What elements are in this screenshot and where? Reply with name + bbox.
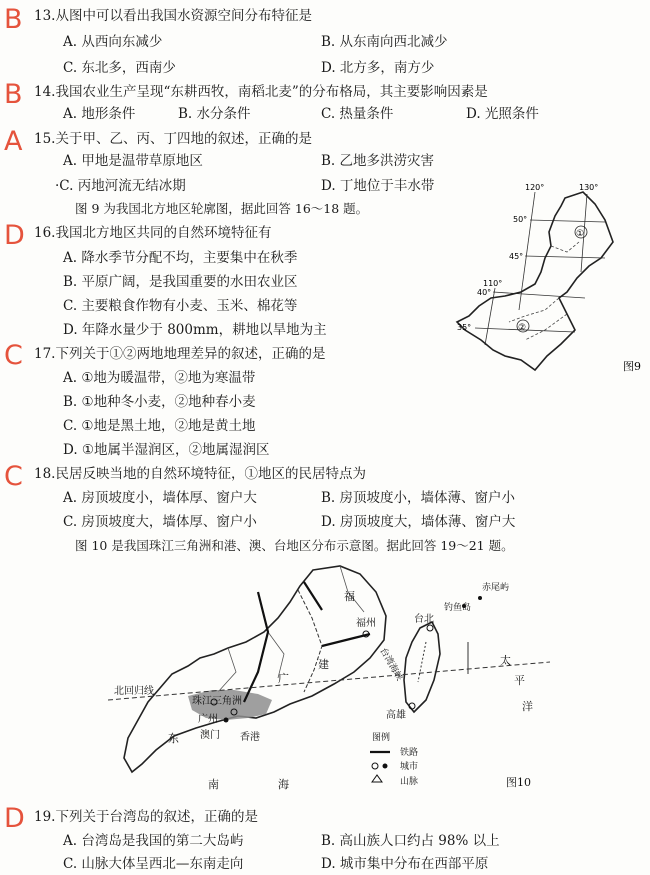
q18-option-b: B. 房顶坡度小，墙体薄、窗户小 (321, 490, 516, 506)
kaohsiung-label: 高雄 (386, 710, 406, 721)
hongkong-label: 香港 (240, 732, 260, 743)
q17-option-c: C. ①地是黑土地，②地是黄土地 (63, 418, 256, 434)
q16-option-d: D. 年降水量少于 800mm，耕地以旱地为主 (63, 322, 327, 338)
lat-50-label: 50° (513, 215, 528, 224)
figure-9-label: 图9 (623, 360, 641, 373)
question-19: 19.下列关于台湾岛的叙述，正确的是 (34, 809, 258, 825)
q19-option-b: B. 高山族人口约占 98% 以上 (321, 833, 500, 849)
q14-option-c: C. 热量条件 (321, 106, 394, 122)
q15-option-b: B. 乙地多洪涝灾害 (321, 153, 435, 169)
q16-option-b: B. 平原广阔，是我国重要的水田农业区 (63, 274, 298, 290)
taiwan-island (404, 622, 440, 712)
dong-label: 东 (168, 732, 179, 745)
question-16: 16.我国北方地区共同的自然环境特征有 (34, 225, 272, 241)
tropic-label: 北回归线 (114, 686, 154, 697)
q18-option-a: A. 房顶坡度小，墙体厚、窗户大 (63, 490, 257, 506)
q13-option-a: A. 从西向东减少 (63, 34, 163, 50)
q14-option-b: B. 水分条件 (178, 106, 251, 122)
lon-130-label: 130° (579, 183, 599, 192)
answer-mark-13: B (4, 4, 23, 35)
figure-10-map (108, 562, 550, 797)
diaoyu-label: 钓鱼岛 (444, 603, 472, 613)
q15-option-c: ·C. 丙地河流无结冰期 (55, 178, 186, 194)
legend-city-symbol (372, 763, 378, 769)
tropic-of-cancer (108, 662, 550, 700)
jian-label: 建 (318, 658, 329, 671)
q17-option-d: D. ①地属半湿润区，②地属湿润区 (63, 442, 270, 458)
legend-city-label: 城市 (400, 762, 419, 772)
q13-option-c: C. 东北多，西南少 (63, 60, 176, 76)
legend-mountain-label: 山脉 (400, 777, 419, 787)
taiwan-mountains (418, 642, 426, 682)
q19-option-d: D. 城市集中分布在西部平原 (321, 856, 489, 872)
legend-mountain-symbol (372, 775, 382, 782)
lat-35-label: 35° (457, 323, 472, 332)
tai-label: 太 (500, 654, 511, 667)
parallel-50 (530, 220, 605, 222)
answer-mark-16: D (4, 220, 25, 251)
inner-boundaries (218, 566, 364, 692)
place-2-label: ② (518, 323, 527, 333)
lat-40-label: 40° (477, 288, 492, 297)
question-17: 17.下列关于①②两地地理差异的叙述，正确的是 (34, 346, 326, 362)
q13-option-d: D. 北方多，南方少 (321, 60, 435, 76)
pearl-delta-label: 珠江三角洲 (192, 696, 242, 707)
macao-label: 澳门 (200, 730, 220, 741)
chiwei-island (478, 596, 482, 600)
legend-city-symbol-2 (383, 764, 388, 769)
legend-railway-label: 铁路 (400, 748, 419, 758)
question-14: 14.我国农业生产呈现“东耕西牧，南稻北麦”的分布格局，其主要影响因素是 (34, 84, 488, 100)
question-18: 18.民居反映当地的自然环境特征，①地区的民居特点为 (34, 466, 366, 482)
lon-110-label: 110° (483, 279, 503, 288)
hai-label: 海 (278, 778, 289, 791)
guang-label: 广 (278, 672, 289, 685)
q14-option-d: D. 光照条件 (466, 106, 539, 122)
chiwei-label: 赤尾屿 (482, 583, 510, 593)
question-13: 13.从图中可以看出我国水资源空间分布特征是 (34, 8, 312, 24)
taipei-label: 台北 (414, 614, 434, 625)
fu-label: 福 (344, 590, 355, 603)
map10-legend (370, 731, 418, 787)
guangzhou-label: 广州 (198, 714, 218, 725)
ping-label: 平 (514, 674, 525, 687)
fuzhou-label: 福州 (356, 618, 376, 629)
q19-option-c: C. 山脉大体呈西北—东南走向 (63, 856, 244, 872)
yang-label: 洋 (522, 700, 533, 713)
q15-option-d: D. 丁地位于丰水带 (321, 178, 435, 194)
taiwan-strait-label: 台湾海峡 (377, 646, 405, 683)
lat-45-label: 45° (509, 252, 524, 261)
parallel-45 (525, 256, 605, 258)
q15-option-a: A. 甲地是温带草原地区 (63, 153, 203, 169)
fig9-caption: 图 9 为我国北方地区轮廓图，据此回答 16～18 题。 (75, 201, 369, 216)
q16-option-c: C. 主要粮食作物有小麦、玉米、棉花等 (63, 298, 298, 314)
q18-option-c: C. 房顶坡度大，墙体厚、窗户小 (63, 514, 257, 530)
q13-option-b: B. 从东南向西北减少 (321, 34, 448, 50)
place-1-label: ① (576, 229, 585, 239)
q19-option-a: A. 台湾岛是我国的第二大岛屿 (63, 833, 244, 849)
macao-symbol (224, 718, 229, 723)
answer-mark-19: D (4, 803, 25, 834)
answer-mark-15: A (4, 126, 23, 157)
northern-region-outline (457, 192, 613, 370)
answer-mark-14: B (4, 79, 23, 110)
fig10-caption: 图 10 是我国珠江三角洲和港、澳、台地区分布示意图。据此回答 19～21 题。 (75, 538, 514, 553)
taipei-symbol (427, 625, 433, 631)
lon-120-label: 120° (525, 183, 545, 192)
q17-option-a: A. ①地为暖温带，②地为寒温带 (63, 370, 256, 386)
legend-title: 图例 (372, 733, 391, 743)
nan-label: 南 (208, 778, 219, 791)
q18-option-d: D. 房顶坡度大，墙体薄、窗户大 (321, 514, 516, 530)
question-15: 15.关于甲、乙、丙、丁四地的叙述，正确的是 (34, 131, 312, 147)
answer-mark-18: C (4, 461, 23, 492)
figure-10-label: 图10 (506, 776, 531, 789)
answer-mark-17: C (4, 340, 23, 371)
q14-option-a: A. 地形条件 (63, 106, 136, 122)
q17-option-b: B. ①地种冬小麦，②地种春小麦 (63, 394, 256, 410)
q16-option-a: A. 降水季节分配不均，主要集中在秋季 (63, 250, 298, 266)
figure-9-map (455, 180, 650, 380)
